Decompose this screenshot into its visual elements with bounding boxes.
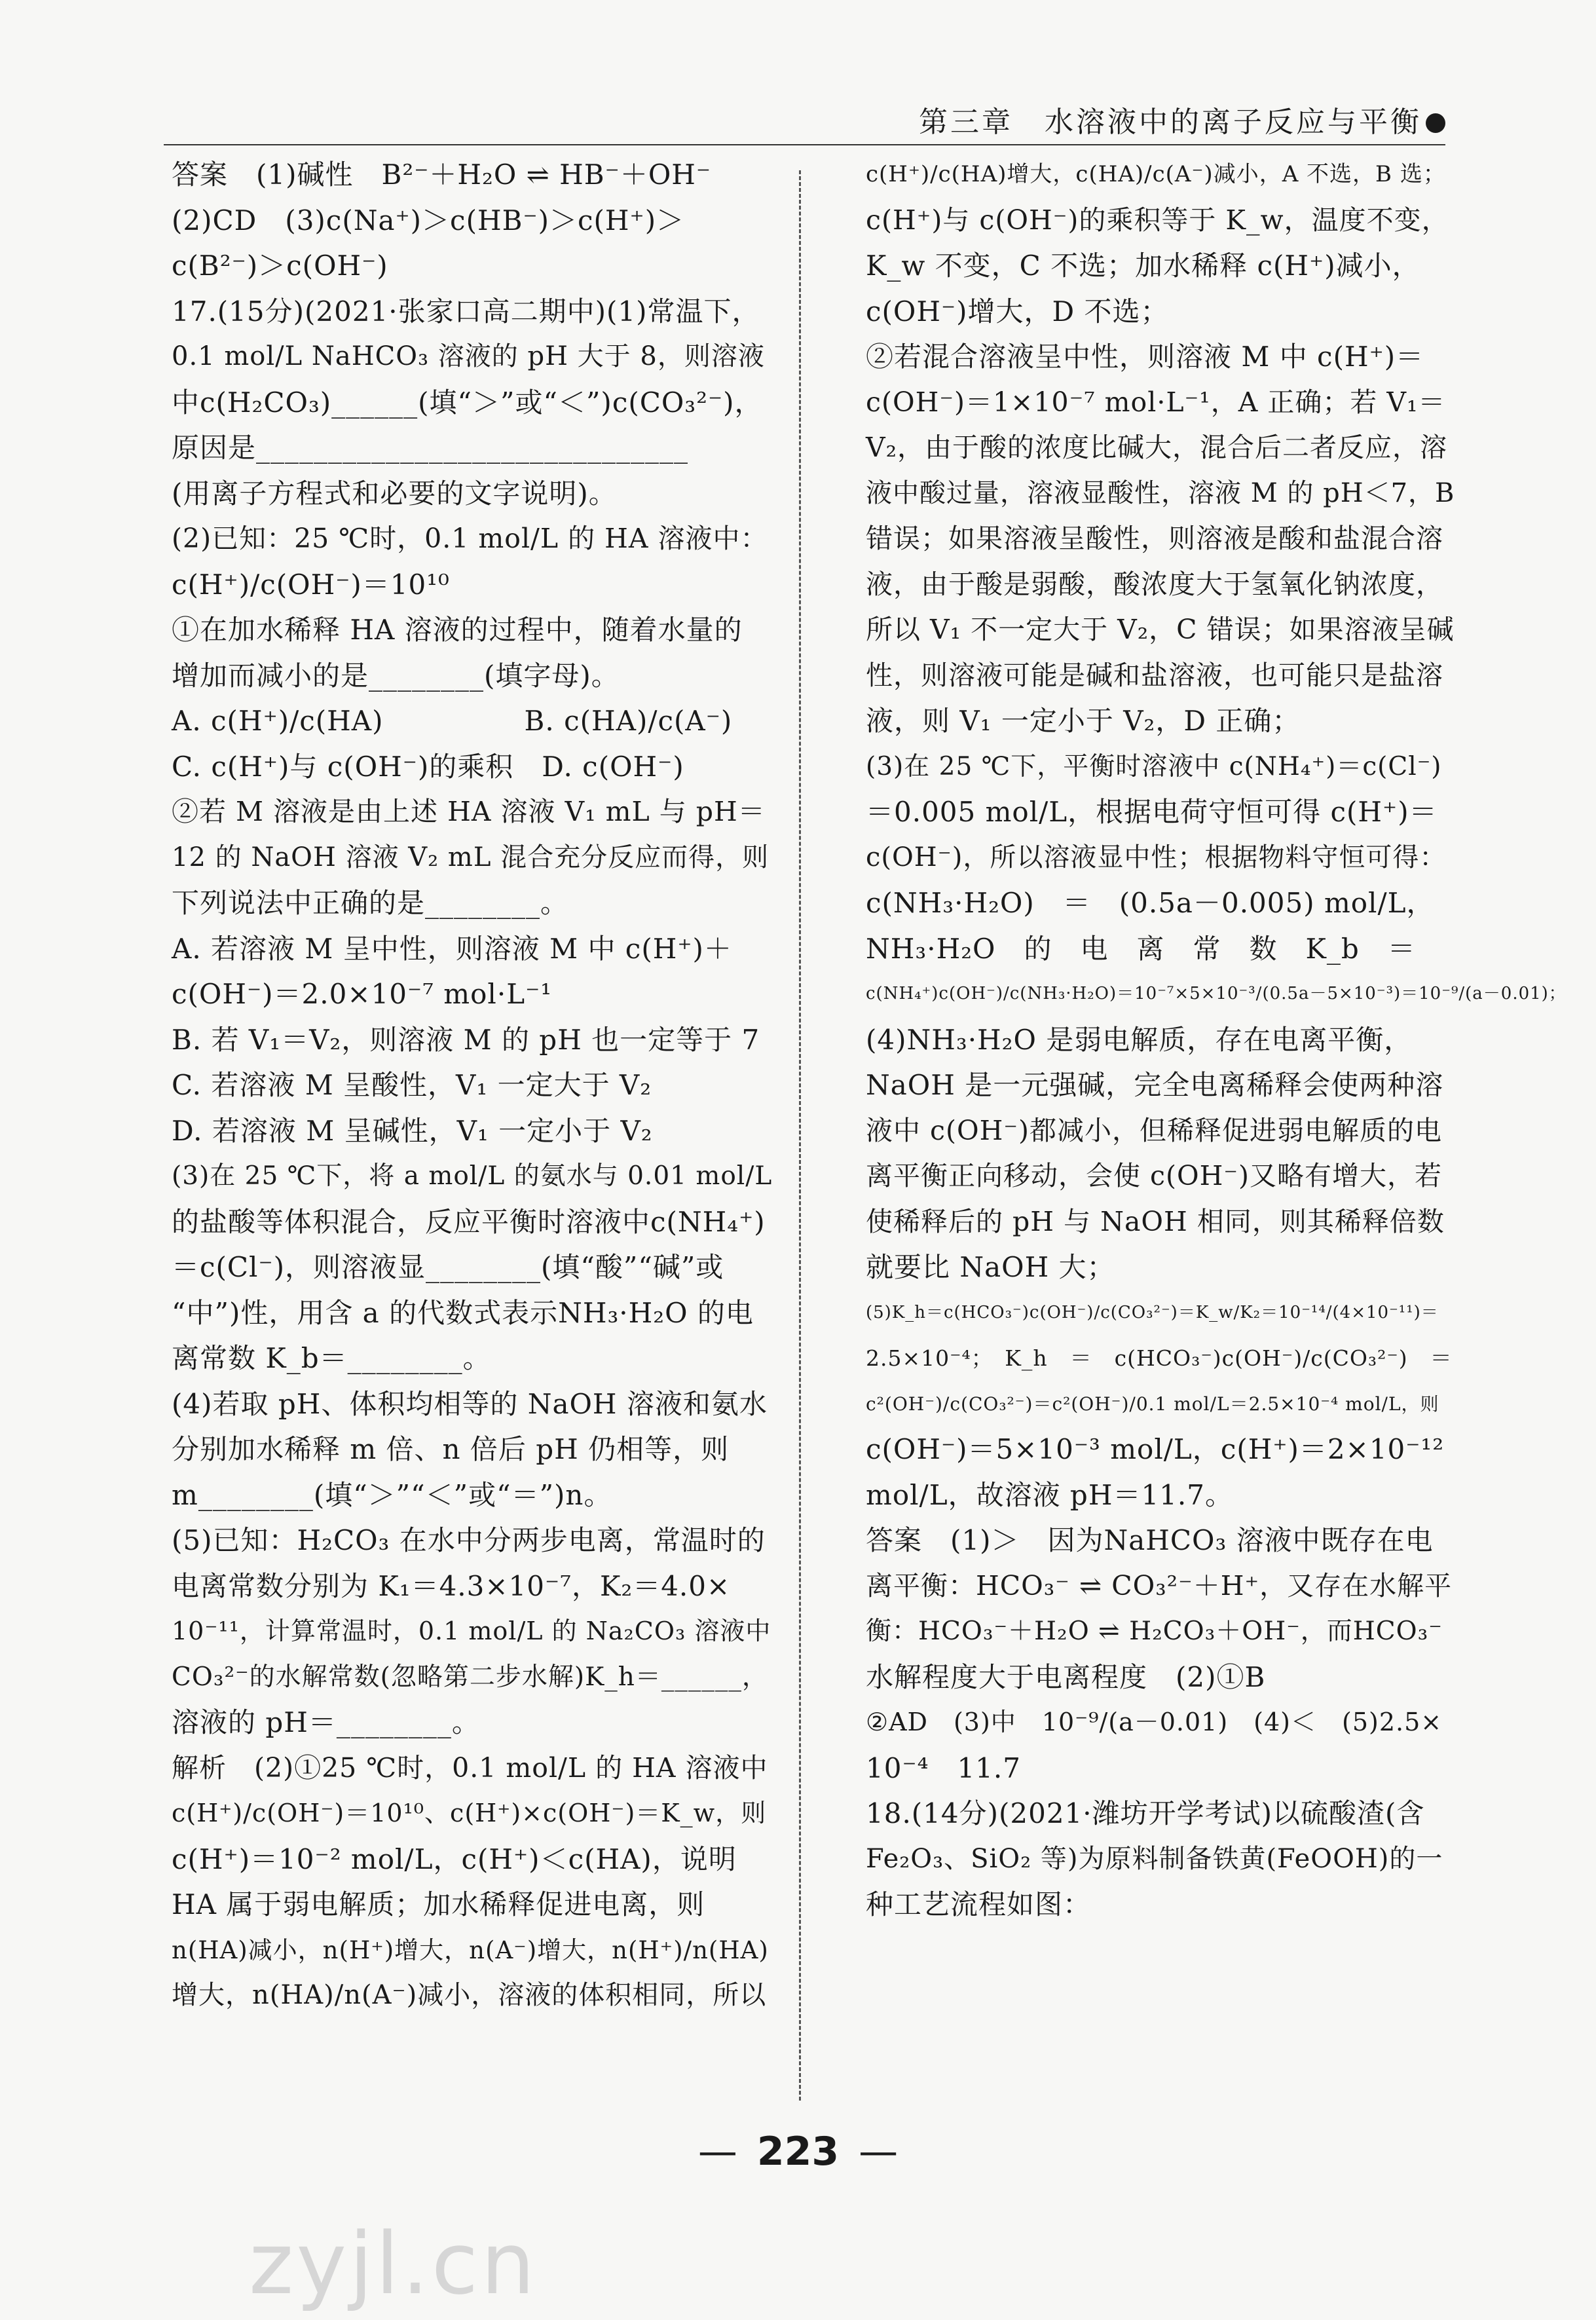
column-divider <box>799 170 801 2101</box>
text-line: 离平衡正向移动，会使 c(OH⁻)又略有增大，若 <box>866 1160 1442 1191</box>
text-line: c(H⁺)/c(OH⁻)＝10¹⁰ <box>172 568 450 601</box>
text-line: (3)在 25 ℃下，平衡时溶液中 c(NH₄⁺)＝c(Cl⁻) <box>866 751 1442 781</box>
text-line: NaOH 是一元强碱，完全电离稀释会使两种溶 <box>866 1069 1444 1101</box>
text-line: 离常数 K_b＝________。 <box>172 1342 491 1374</box>
text-line: A. 若溶液 M 呈中性，则溶液 M 中 c(H⁺)＋ <box>172 932 732 965</box>
text-line: m________(填“＞”“＜”或“＝”)n。 <box>172 1478 612 1511</box>
text-line: c(NH₄⁺)c(OH⁻)/c(NH₃·H₂O)＝10⁻⁷×5×10⁻³/(0.5a－5×10⁻³)＝10⁻⁹/(a－0.01)； <box>866 984 1567 1003</box>
text-line: c(OH⁻)＝5×10⁻³ mol/L，c(H⁺)＝2×10⁻¹² <box>866 1433 1445 1465</box>
text-line: 液，由于酸是弱酸，酸浓度大于氢氧化钠浓度， <box>866 568 1443 600</box>
text-line: 种工艺流程如图： <box>866 1888 1092 1920</box>
text-line: 分别加水稀释 m 倍、n 倍后 pH 仍相等，则 <box>172 1433 730 1465</box>
page-number: — 223 — <box>697 2129 899 2175</box>
text-line: 10⁻⁴ 11.7 <box>866 1751 1021 1784</box>
text-line: Fe₂O₃、SiO₂ 等)为原料制备铁黄(FeOOH)的一 <box>866 1843 1443 1874</box>
text-line: c(OH⁻)＝2.0×10⁻⁷ mol·L⁻¹ <box>172 978 553 1010</box>
text-line: D. 若溶液 M 呈碱性，V₁ 一定小于 V₂ <box>172 1114 653 1147</box>
text-line: 衡：HCO₃⁻＋H₂O ⇌ H₂CO₃＋OH⁻，而HCO₃⁻ <box>866 1617 1443 1646</box>
text-line: 液中 c(OH⁻)都减小，但稀释促进弱电解质的电 <box>866 1114 1442 1146</box>
text-line: 答案 (1)碱性 B²⁻＋H₂O ⇌ HB⁻＋OH⁻ <box>172 159 712 191</box>
text-line: c(OH⁻)增大，D 不选； <box>866 295 1169 327</box>
text-line: V₂，由于酸的浓度比碱大，混合后二者反应，溶 <box>866 432 1448 463</box>
text-line: 中c(H₂CO₃)______(填“＞”或“＜”)c(CO₃²⁻)， <box>172 386 763 419</box>
text-line: c(H⁺)/c(OH⁻)＝10¹⁰、c(H⁺)×c(OH⁻)＝K_w，则 <box>172 1799 767 1827</box>
text-line: ＝c(Cl⁻)，则溶液显________(填“酸”“碱”或 <box>172 1251 724 1283</box>
text-line: ②AD (3)中 10⁻⁹/(a－0.01) (4)＜ (5)2.5× <box>866 1708 1443 1736</box>
text-line: 水解程度大于电离程度 (2)①B <box>866 1660 1266 1693</box>
text-line: n(HA)减小，n(H⁺)增大，n(A⁻)增大，n(H⁺)/n(HA) <box>172 1936 769 1964</box>
text-line: 就要比 NaOH 大； <box>866 1251 1115 1283</box>
text-line: (2)CD (3)c(Na⁺)＞c(HB⁻)＞c(H⁺)＞ <box>172 204 685 236</box>
text-line: ＝0.005 mol/L，根据电荷守恒可得 c(H⁺)＝ <box>866 796 1438 828</box>
text-line: (4)若取 pH、体积均相等的 NaOH 溶液和氨水 <box>172 1387 768 1420</box>
text-line: 2.5×10⁻⁴； K_h ＝ c(HCO₃⁻)c(OH⁻)/c(CO₃²⁻) ＝ <box>866 1345 1453 1371</box>
text-line: c(H⁺)/c(HA)增大，c(HA)/c(A⁻)减小，A 不选，B 选； <box>866 161 1446 187</box>
text-line: 下列说法中正确的是________。 <box>172 887 569 919</box>
right-column <box>866 152 1567 1928</box>
text-line: 18.(14分)(2021·潍坊开学考试)以硫酸渣(含 <box>866 1797 1425 1829</box>
left-column <box>172 152 774 2019</box>
text-line: B. 若 V₁＝V₂，则溶液 M 的 pH 也一定等于 7 <box>172 1023 760 1056</box>
watermark: zyjl.cn <box>249 2214 538 2313</box>
text-line: c²(OH⁻)/c(CO₃²⁻)＝c²(OH⁻)/0.1 mol/L＝2.5×10⁻⁴ mol/L，则 <box>866 1393 1439 1415</box>
text-line: 所以 V₁ 不一定大于 V₂，C 错误；如果溶液呈碱 <box>866 614 1455 645</box>
text-line: 溶液的 pH＝________。 <box>172 1706 480 1738</box>
text-line: C. c(H⁺)与 c(OH⁻)的乘积 D. c(OH⁻) <box>172 750 684 783</box>
text-line: c(H⁺)与 c(OH⁻)的乘积等于 K_w，温度不变， <box>866 204 1449 236</box>
text-line: 液中酸过量，溶液显酸性，溶液 M 的 pH＜7，B <box>866 477 1455 508</box>
text-line: 17.(15分)(2021·张家口高二期中)(1)常温下， <box>172 295 760 327</box>
text-line: HA 属于弱电解质；加水稀释促进电离，则 <box>172 1888 705 1920</box>
text-line: c(OH⁻)＝1×10⁻⁷ mol·L⁻¹，A 正确；若 V₁＝ <box>866 386 1446 418</box>
text-line: 离平衡：HCO₃⁻ ⇌ CO₃²⁻＋H⁺，又存在水解平 <box>866 1569 1453 1601</box>
text-line: (5)K_h＝c(HCO₃⁻)c(OH⁻)/c(CO₃²⁻)＝K_w/K₂＝10⁻¹⁴/(4×10⁻¹¹)＝ <box>866 1302 1439 1322</box>
text-line: ②若 M 溶液是由上述 HA 溶液 V₁ mL 与 pH＝ <box>172 796 766 827</box>
text-line: 性，则溶液可能是碱和盐溶液，也可能只是盐溶 <box>866 659 1443 691</box>
text-line: 增大，n(HA)/n(A⁻)减小，溶液的体积相同，所以 <box>172 1980 767 2010</box>
text-line: NH₃·H₂O 的 电 离 常 数 K_b ＝ <box>866 932 1416 965</box>
text-line: mol/L，故溶液 pH＝11.7。 <box>866 1478 1233 1511</box>
chapter-header: 第三章 水溶液中的离子反应与平衡 <box>919 98 1445 140</box>
text-line: c(OH⁻)，所以溶液显中性；根据物料守恒可得： <box>866 842 1447 872</box>
text-line: A. c(H⁺)/c(HA) B. c(HA)/c(A⁻) <box>172 705 733 737</box>
text-line: C. 若溶液 M 呈酸性，V₁ 一定大于 V₂ <box>172 1069 652 1101</box>
text-line: c(NH₃·H₂O) ＝ (0.5a－0.005) mol/L， <box>866 887 1435 919</box>
text-line: CO₃²⁻的水解常数(忽略第二步水解)K_h＝______， <box>172 1662 768 1692</box>
text-line: 电离常数分别为 K₁＝4.3×10⁻⁷，K₂＝4.0× <box>172 1569 731 1602</box>
text-line: (4)NH₃·H₂O 是弱电解质，存在电离平衡， <box>866 1023 1413 1056</box>
text-line: (2)已知：25 ℃时，0.1 mol/L 的 HA 溶液中： <box>172 523 768 554</box>
text-line: (3)在 25 ℃下，将 a mol/L 的氨水与 0.01 mol/L <box>172 1161 773 1191</box>
text-line: ①在加水稀释 HA 溶液的过程中，随着水量的 <box>172 614 743 646</box>
text-line: ②若混合溶液呈中性，则溶液 M 中 c(H⁺)＝ <box>866 341 1424 373</box>
text-line: 解析 (2)①25 ℃时，0.1 mol/L 的 HA 溶液中 <box>172 1751 768 1784</box>
text-line: (5)已知：H₂CO₃ 在水中分两步电离，常温时的 <box>172 1524 766 1556</box>
text-line: 原因是______________________________ <box>172 432 689 464</box>
text-line: (用离子方程式和必要的文字说明)。 <box>172 477 617 510</box>
text-line: 10⁻¹¹，计算常温时，0.1 mol/L 的 Na₂CO₃ 溶液中 <box>172 1617 771 1645</box>
text-line: c(H⁺)＝10⁻² mol/L，c(H⁺)＜c(HA)，说明 <box>172 1843 737 1875</box>
header-dot-icon <box>1426 113 1445 133</box>
text-line: c(B²⁻)＞c(OH⁻) <box>172 250 388 282</box>
text-line: 0.1 mol/L NaHCO₃ 溶液的 pH 大于 8，则溶液 <box>172 341 765 371</box>
text-line: 12 的 NaOH 溶液 V₂ mL 混合充分反应而得，则 <box>172 842 770 872</box>
text-line: K_w 不变，C 不选；加水稀释 c(H⁺)减小， <box>866 250 1420 282</box>
header-rule <box>164 144 1445 145</box>
text-line: 使稀释后的 pH 与 NaOH 相同，则其稀释倍数 <box>866 1205 1445 1237</box>
text-line: 答案 (1)＞ 因为NaHCO₃ 溶液中既存在电 <box>866 1524 1434 1556</box>
text-line: “中”)性，用含 a 的代数式表示NH₃·H₂O 的电 <box>172 1296 754 1329</box>
text-line: 错误；如果溶液呈酸性，则溶液是酸和盐混合溶 <box>866 523 1443 554</box>
text-line: 增加而减小的是________(填字母)。 <box>172 659 620 692</box>
text-line: 液，则 V₁ 一定小于 V₂，D 正确； <box>866 705 1301 737</box>
text-line: 的盐酸等体积混合，反应平衡时溶液中c(NH₄⁺) <box>172 1205 766 1238</box>
